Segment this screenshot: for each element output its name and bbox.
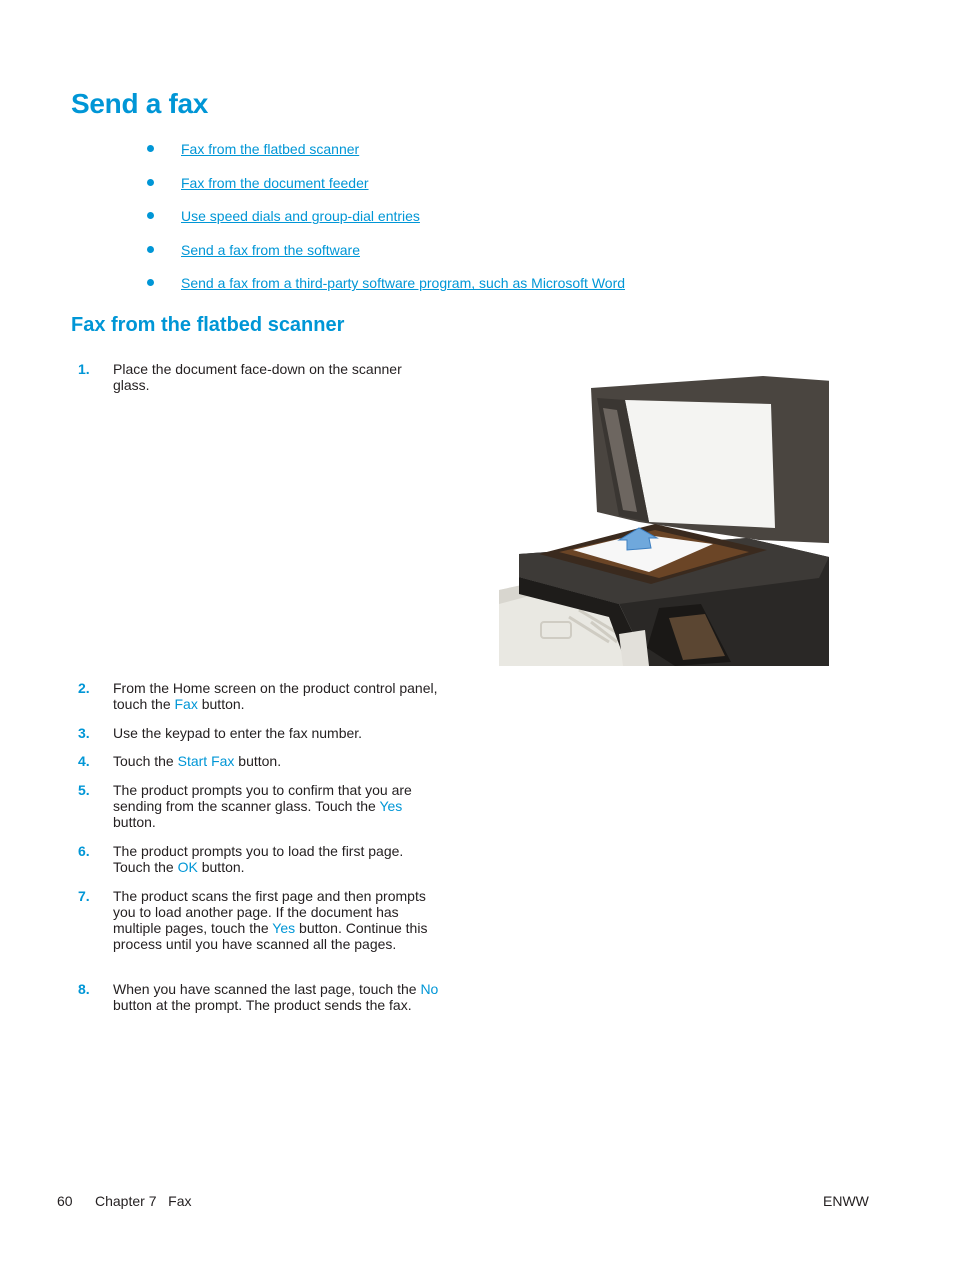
section-title: Fax from the flatbed scanner	[71, 314, 345, 336]
bullet-icon	[147, 212, 154, 219]
bullet-icon	[147, 246, 154, 253]
step-number: 6.	[78, 843, 90, 859]
yes-button-label: Yes	[272, 920, 296, 936]
step-number: 5.	[78, 782, 90, 798]
yes-button-label: Yes	[379, 798, 403, 814]
page-number: 60	[57, 1193, 73, 1209]
ok-button-label: OK	[177, 859, 198, 875]
footer-locale: ENWW	[823, 1193, 869, 1209]
step-text: The product prompts you to load the first page. Touch the OK button.	[113, 843, 404, 875]
toc-link-speed-dials[interactable]: Use speed dials and group-dial entries	[181, 208, 420, 225]
step-number: 1.	[78, 361, 90, 377]
step-number: 2.	[78, 680, 90, 696]
fax-button-label: Fax	[174, 696, 198, 712]
bullet-icon	[147, 145, 154, 152]
bullet-icon	[147, 179, 154, 186]
step-text: The product scans the first page and then prompts you to load another page. If the document has multiple pages, touch the Yes button. Continue this process until you have scanned all the pages.	[113, 888, 428, 952]
page-title: Send a fax	[71, 88, 209, 119]
step-number: 7.	[78, 888, 90, 904]
step-number: 4.	[78, 753, 90, 769]
step-text: The product prompts you to confirm that you are sending from the scanner glass. Touch the Yes button.	[113, 782, 412, 830]
step-text: Touch the Start Fax button.	[113, 753, 282, 769]
toc-link-flatbed[interactable]: Fax from the flatbed scanner	[181, 141, 360, 157]
toc-link-third-party[interactable]: Send a fax from a third-party software program, such as Microsoft Word	[181, 275, 626, 292]
step-number: 8.	[78, 981, 90, 997]
scanner-illustration	[499, 372, 829, 666]
step-text: Place the document face-down on the scanner glass.	[113, 361, 402, 393]
toc-link-software[interactable]: Send a fax from the software	[181, 241, 360, 258]
no-button-label: No	[420, 981, 439, 997]
step-text: From the Home screen on the product control panel, touch the Fax button.	[113, 680, 438, 712]
toc-link-document-feeder[interactable]: Fax from the document feeder	[181, 174, 369, 191]
step-text: Use the keypad to enter the fax number.	[113, 725, 363, 741]
start-fax-button-label: Start Fax	[177, 753, 235, 769]
footer-chapter: Chapter 7 Fax	[95, 1193, 192, 1209]
step-number: 3.	[78, 725, 90, 741]
step-text: When you have scanned the last page, touch the No button at the prompt. The product sends the fax.	[113, 981, 439, 1013]
bullet-icon	[147, 279, 154, 286]
